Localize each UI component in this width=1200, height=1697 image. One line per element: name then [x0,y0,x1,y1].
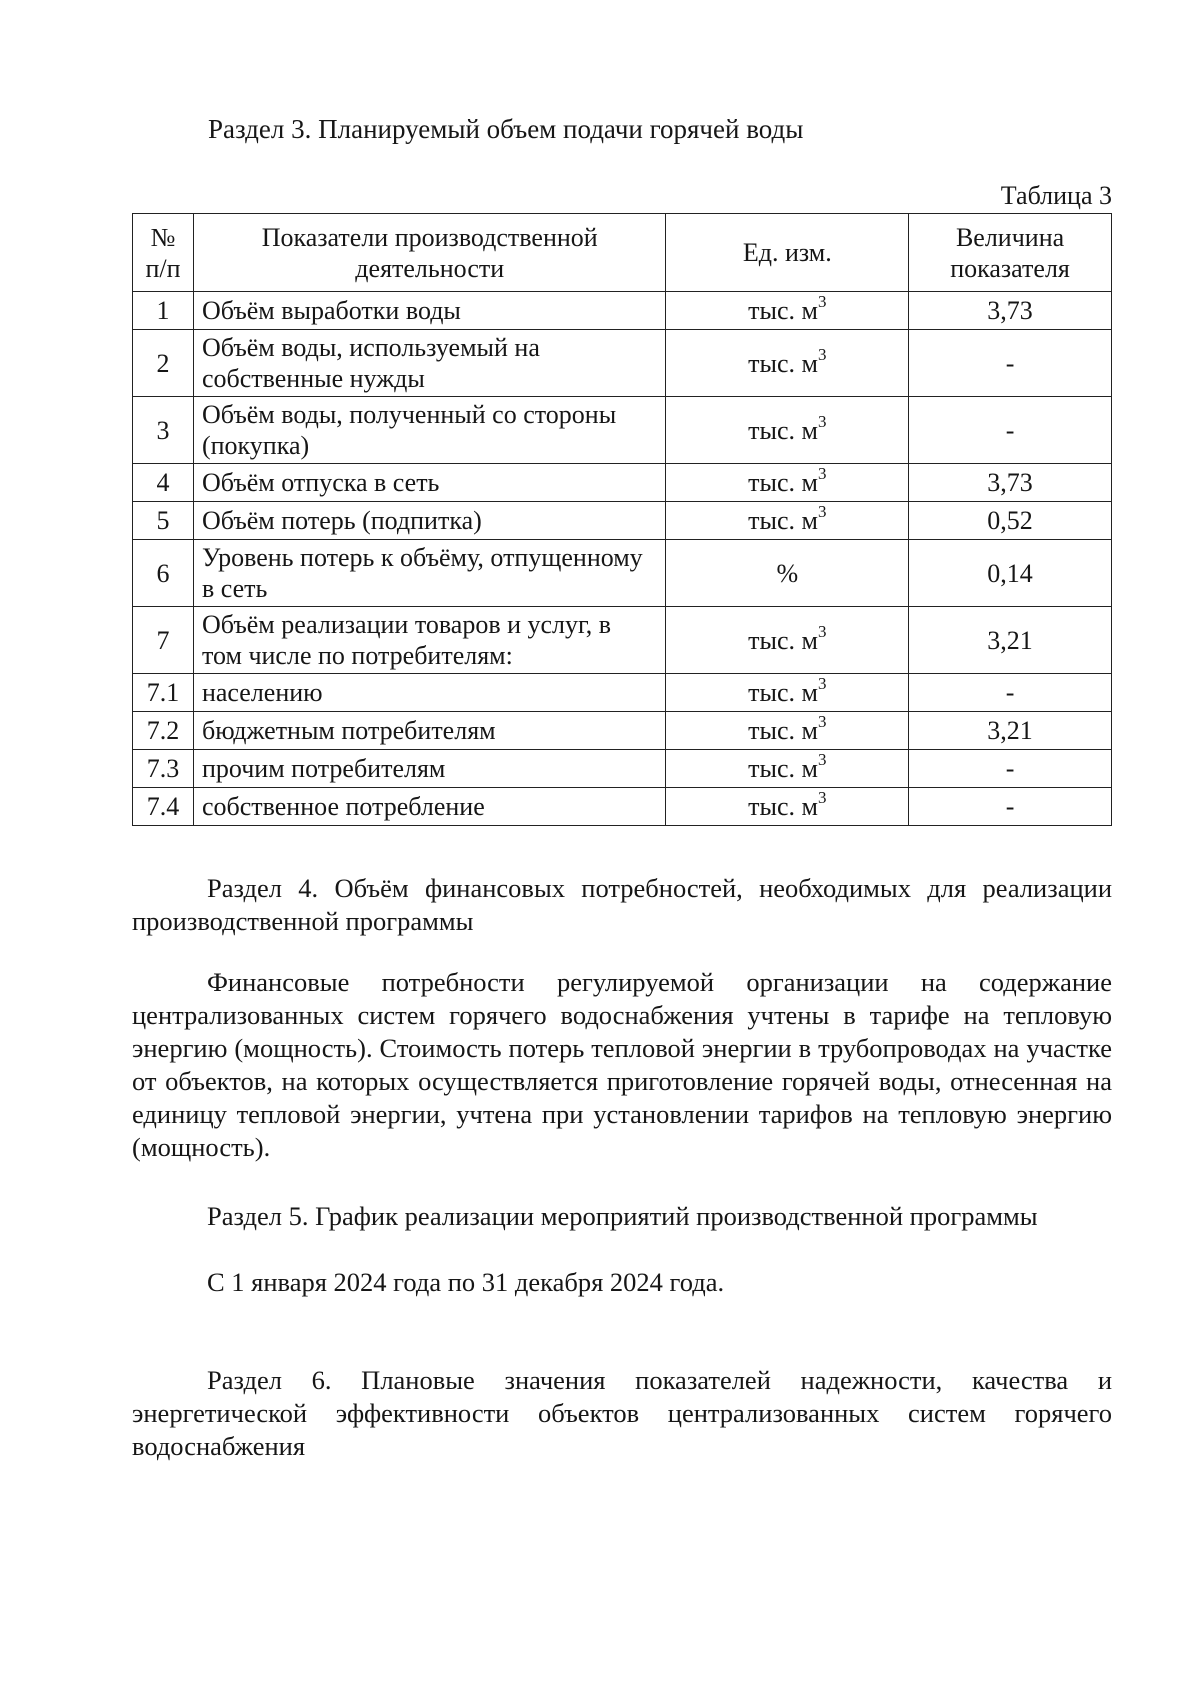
row-indicator: бюджетным потребителям [193,712,666,750]
header-indicator: Показатели производственной деятельности [193,214,666,292]
row-num: 3 [133,397,194,464]
row-unit [666,607,909,674]
section-5-dates: С 1 января 2024 года по 31 декабря 2024 года. [207,1267,725,1297]
row-unit [666,502,909,540]
row-num: 5 [133,502,194,540]
unit-text: тыс. м [748,625,818,655]
table-row [133,788,1112,826]
unit-text: % [776,558,799,588]
row-unit [666,674,909,712]
row-value: 3,21 [909,712,1112,750]
unit-text: тыс. м [748,716,818,745]
row-value: 3,73 [909,464,1112,502]
row-num: 7.2 [133,712,194,750]
table-row [133,397,1112,464]
row-num: 2 [133,330,194,397]
row-indicator: Объём отпуска в сеть [193,464,666,502]
row-value: 0,14 [909,540,1112,607]
unit-text: тыс. м [748,415,818,445]
row-indicator: населению [193,674,666,712]
table-row [133,464,1112,502]
row-value: - [909,397,1112,464]
row-indicator: Объём потерь (подпитка) [193,502,666,540]
row-value: 3,73 [909,292,1112,330]
row-unit [666,292,909,330]
row-value: - [909,330,1112,397]
section-6-heading: Раздел 6. Плановые значения показателей надежности, качества и энергетической эффективности объектов централизованных систем горячего водоснабжения [132,1365,1112,1461]
row-num: 7.4 [133,788,194,826]
header-unit: Ед. изм. [666,214,909,292]
row-indicator: прочим потребителям [193,750,666,788]
table-row [133,330,1112,397]
row-value: - [909,750,1112,788]
table-row [133,607,1112,674]
table-caption: Таблица 3 [1000,181,1112,210]
table-row [133,712,1112,750]
production-indicators-table [132,213,1112,826]
section-5-heading: Раздел 5. График реализации мероприятий производственной программы [207,1201,1038,1231]
row-indicator: Уровень потерь к объёму, отпущенному в сеть [193,540,666,607]
section-3-heading: Раздел 3. Планируемый объем подачи горячей воды [208,114,804,144]
row-value: 0,52 [909,502,1112,540]
unit-text: тыс. м [748,754,818,783]
row-num: 6 [133,540,194,607]
row-num: 1 [133,292,194,330]
row-num: 7 [133,607,194,674]
row-indicator: Объём воды, полученный со стороны (покупка) [193,397,666,464]
row-value: - [909,788,1112,826]
row-indicator: Объём воды, используемый на собственные нужды [193,330,666,397]
unit-superscript: 3 [817,344,827,364]
row-num: 4 [133,464,194,502]
row-unit [666,750,909,788]
row-indicator: Объём выработки воды [193,292,666,330]
unit-superscript: 3 [817,788,827,808]
unit-superscript: 3 [817,621,827,641]
row-value: - [909,674,1112,712]
unit-text: тыс. м [748,506,818,535]
table-header-row [133,214,1112,292]
table-row [133,674,1112,712]
section-4-paragraph: Финансовые потребности регулируемой организации на содержание централизованных систем горячего водоснабжения учтены в тарифе на тепловую энергию (мощность). Стоимость потерь тепловой энергии в трубопроводах на участке от объектов, на которых осуществляется приготовление горячей воды, отнесенная на единицу тепловой энергии, учтена при установлении тарифов на тепловую энергию (мощность). [132,967,1112,1162]
row-indicator: Объём реализации товаров и услуг, в том числе по потребителям: [193,607,666,674]
unit-superscript: 3 [817,712,827,732]
unit-superscript: 3 [817,674,827,694]
row-unit [666,540,909,607]
unit-text: тыс. м [748,348,818,378]
row-unit [666,464,909,502]
row-value: 3,21 [909,607,1112,674]
unit-superscript: 3 [817,411,827,431]
row-unit [666,397,909,464]
row-unit [666,712,909,750]
unit-superscript: 3 [817,292,827,312]
row-num: 7.3 [133,750,194,788]
unit-superscript: 3 [817,502,827,522]
header-value: Величина показателя [909,214,1112,292]
unit-superscript: 3 [817,750,827,770]
row-unit [666,788,909,826]
table-row [133,540,1112,607]
row-unit [666,330,909,397]
unit-text: тыс. м [748,678,818,707]
unit-superscript: 3 [817,464,827,484]
row-num: 7.1 [133,674,194,712]
header-num: № п/п [133,214,194,292]
unit-text: тыс. м [748,296,818,325]
unit-text: тыс. м [748,468,818,497]
table-row [133,502,1112,540]
table-row [133,750,1112,788]
table-row [133,292,1112,330]
row-indicator: собственное потребление [193,788,666,826]
unit-text: тыс. м [748,792,818,821]
section-4-heading: Раздел 4. Объём финансовых потребностей, необходимых для реализации производственной программы [132,873,1112,936]
